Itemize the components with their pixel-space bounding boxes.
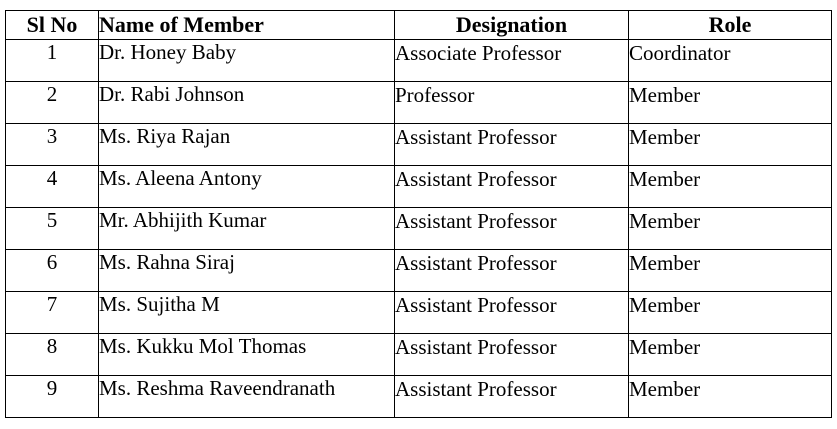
cell-slno: 4: [6, 166, 99, 208]
cell-role: Member: [629, 166, 832, 208]
cell-designation: Associate Professor: [395, 40, 629, 82]
cell-slno: 1: [6, 40, 99, 82]
cell-name: Ms. Kukku Mol Thomas: [99, 334, 395, 376]
cell-name: Ms. Riya Rajan: [99, 124, 395, 166]
cell-designation: Assistant Professor: [395, 250, 629, 292]
cell-role: Member: [629, 334, 832, 376]
cell-slno: 5: [6, 208, 99, 250]
header-name: Name of Member: [99, 11, 395, 40]
table-row: [6, 82, 832, 124]
cell-role: Member: [629, 250, 832, 292]
cell-slno: 7: [6, 292, 99, 334]
cell-slno: 3: [6, 124, 99, 166]
cell-designation: Assistant Professor: [395, 124, 629, 166]
cell-name: Mr. Abhijith Kumar: [99, 208, 395, 250]
cell-designation: Assistant Professor: [395, 376, 629, 418]
header-designation: Designation: [395, 11, 629, 40]
cell-designation: Assistant Professor: [395, 334, 629, 376]
cell-slno: 2: [6, 82, 99, 124]
cell-role: Member: [629, 292, 832, 334]
cell-name: Ms. Reshma Raveendranath: [99, 376, 395, 418]
cell-role: Member: [629, 124, 832, 166]
cell-slno: 9: [6, 376, 99, 418]
cell-slno: 8: [6, 334, 99, 376]
table-row: [6, 166, 832, 208]
cell-role: Coordinator: [629, 40, 832, 82]
cell-role: Member: [629, 82, 832, 124]
table-body: [6, 40, 832, 418]
cell-name: Dr. Honey Baby: [99, 40, 395, 82]
table-row: [6, 334, 832, 376]
cell-slno: 6: [6, 250, 99, 292]
cell-designation: Assistant Professor: [395, 166, 629, 208]
table-row: [6, 40, 832, 82]
cell-name: Ms. Aleena Antony: [99, 166, 395, 208]
table-row: [6, 292, 832, 334]
table-row: [6, 250, 832, 292]
cell-role: Member: [629, 208, 832, 250]
cell-designation: Assistant Professor: [395, 208, 629, 250]
cell-name: Dr. Rabi Johnson: [99, 82, 395, 124]
table-row: [6, 124, 832, 166]
header-slno: Sl No: [6, 11, 99, 40]
cell-role: Member: [629, 376, 832, 418]
cell-name: Ms. Rahna Siraj: [99, 250, 395, 292]
header-role: Role: [629, 11, 832, 40]
header-row: [6, 11, 832, 40]
table-row: [6, 208, 832, 250]
cell-name: Ms. Sujitha M: [99, 292, 395, 334]
table-row: [6, 376, 832, 418]
cell-designation: Professor: [395, 82, 629, 124]
table-header: [6, 11, 832, 40]
cell-designation: Assistant Professor: [395, 292, 629, 334]
members-table: [5, 10, 832, 418]
